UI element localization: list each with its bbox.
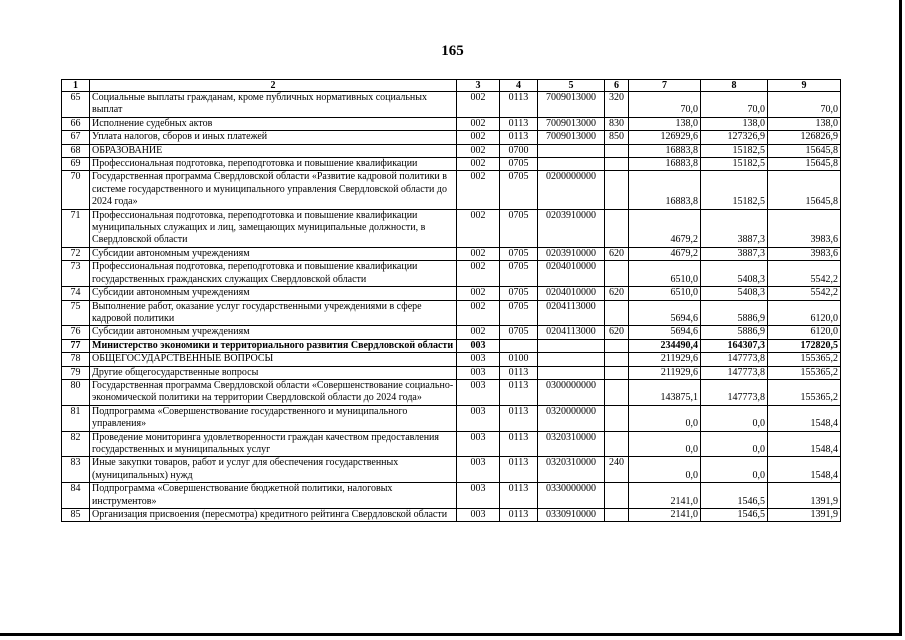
section-code-cell: 0700 <box>500 144 538 157</box>
target-article-cell: 0200000000 <box>538 171 605 209</box>
amount-year1-cell: 4679,2 <box>629 247 701 260</box>
section-code-cell: 0113 <box>500 131 538 144</box>
target-article-cell: 0204113000 <box>538 300 605 326</box>
amount-year3-cell: 172820,5 <box>768 339 841 352</box>
amount-year1-cell: 0,0 <box>629 457 701 483</box>
admin-code-cell: 003 <box>457 353 500 366</box>
expense-type-cell: 830 <box>605 117 629 130</box>
amount-year2-cell: 147773,8 <box>701 353 768 366</box>
row-number-cell: 78 <box>62 353 90 366</box>
row-number-cell: 74 <box>62 287 90 300</box>
expense-type-cell <box>605 509 629 522</box>
expense-type-cell <box>605 483 629 509</box>
section-code-cell: 0113 <box>500 366 538 379</box>
amount-year1-cell: 138,0 <box>629 117 701 130</box>
item-name-cell: Иные закупки товаров, работ и услуг для обеспечения государственных (муниципальных) нужд <box>90 457 457 483</box>
target-article-cell: 0203910000 <box>538 209 605 247</box>
amount-year3-cell: 5542,2 <box>768 287 841 300</box>
amount-year2-cell: 1546,5 <box>701 509 768 522</box>
item-name-cell: Уплата налогов, сборов и иных платежей <box>90 131 457 144</box>
row-number-cell: 68 <box>62 144 90 157</box>
amount-year3-cell: 6120,0 <box>768 326 841 339</box>
admin-code-cell: 003 <box>457 457 500 483</box>
target-article-cell: 0204113000 <box>538 326 605 339</box>
admin-code-cell: 002 <box>457 117 500 130</box>
header-row <box>62 80 841 92</box>
amount-year3-cell: 155365,2 <box>768 379 841 405</box>
table-row <box>62 483 841 509</box>
item-name-cell: ОБЩЕГОСУДАРСТВЕННЫЕ ВОПРОСЫ <box>90 353 457 366</box>
admin-code-cell: 003 <box>457 339 500 352</box>
item-name-cell: Выполнение работ, оказание услуг государственными учреждениями в сфере кадровой политики <box>90 300 457 326</box>
amount-year1-cell: 211929,6 <box>629 353 701 366</box>
admin-code-cell: 002 <box>457 92 500 118</box>
table-row <box>62 353 841 366</box>
amount-year1-cell: 0,0 <box>629 405 701 431</box>
amount-year3-cell: 15645,8 <box>768 171 841 209</box>
section-code-cell: 0113 <box>500 431 538 457</box>
table-row <box>62 117 841 130</box>
target-article-cell: 0320310000 <box>538 431 605 457</box>
amount-year3-cell: 5542,2 <box>768 261 841 287</box>
section-code-cell: 0113 <box>500 117 538 130</box>
admin-code-cell: 002 <box>457 144 500 157</box>
row-number-cell: 76 <box>62 326 90 339</box>
item-name-cell: Профессиональная подготовка, переподготовка и повышение квалификации <box>90 158 457 171</box>
expense-type-cell <box>605 261 629 287</box>
item-name-cell: ОБРАЗОВАНИЕ <box>90 144 457 157</box>
amount-year1-cell: 143875,1 <box>629 379 701 405</box>
amount-year1-cell: 2141,0 <box>629 483 701 509</box>
table-row <box>62 92 841 118</box>
row-number-cell: 66 <box>62 117 90 130</box>
table-row <box>62 339 841 352</box>
amount-year1-cell: 211929,6 <box>629 366 701 379</box>
expense-type-cell <box>605 405 629 431</box>
row-number-cell: 83 <box>62 457 90 483</box>
row-number-cell: 75 <box>62 300 90 326</box>
item-name-cell: Исполнение судебных актов <box>90 117 457 130</box>
amount-year2-cell: 0,0 <box>701 405 768 431</box>
amount-year1-cell: 16883,8 <box>629 171 701 209</box>
target-article-cell: 0300000000 <box>538 379 605 405</box>
admin-code-cell: 002 <box>457 247 500 260</box>
expense-type-cell <box>605 353 629 366</box>
amount-year2-cell: 70,0 <box>701 92 768 118</box>
amount-year2-cell: 15182,5 <box>701 144 768 157</box>
amount-year2-cell: 127326,9 <box>701 131 768 144</box>
table-row <box>62 366 841 379</box>
amount-year3-cell: 155365,2 <box>768 366 841 379</box>
amount-year3-cell: 138,0 <box>768 117 841 130</box>
section-code-cell: 0705 <box>500 261 538 287</box>
amount-year1-cell: 0,0 <box>629 431 701 457</box>
amount-year3-cell: 155365,2 <box>768 353 841 366</box>
expense-type-cell <box>605 144 629 157</box>
row-number-cell: 82 <box>62 431 90 457</box>
expense-type-cell <box>605 209 629 247</box>
expense-type-cell: 620 <box>605 247 629 260</box>
target-article-cell: 0330000000 <box>538 483 605 509</box>
amount-year1-cell: 5694,6 <box>629 326 701 339</box>
table-row <box>62 247 841 260</box>
section-code-cell: 0113 <box>500 483 538 509</box>
amount-year1-cell: 4679,2 <box>629 209 701 247</box>
admin-code-cell: 003 <box>457 483 500 509</box>
admin-code-cell: 002 <box>457 131 500 144</box>
amount-year2-cell: 5886,9 <box>701 326 768 339</box>
amount-year3-cell: 1548,4 <box>768 457 841 483</box>
amount-year3-cell: 1391,9 <box>768 483 841 509</box>
item-name-cell: Проведение мониторинга удовлетворенности граждан качеством предоставления государственных и муниципальных услуг <box>90 431 457 457</box>
expense-type-cell: 240 <box>605 457 629 483</box>
amount-year2-cell: 0,0 <box>701 457 768 483</box>
item-name-cell: Подпрограмма «Совершенствование государственного и муниципального управления» <box>90 405 457 431</box>
target-article-cell <box>538 353 605 366</box>
amount-year3-cell: 3983,6 <box>768 247 841 260</box>
row-number-cell: 71 <box>62 209 90 247</box>
item-name-cell: Профессиональная подготовка, переподготовка и повышение квалификации государственных гражданских служащих Свердловской области <box>90 261 457 287</box>
amount-year2-cell: 5408,3 <box>701 261 768 287</box>
table-row <box>62 131 841 144</box>
table-row <box>62 431 841 457</box>
section-code-cell: 0113 <box>500 509 538 522</box>
table-row <box>62 326 841 339</box>
column-header: 4 <box>500 80 538 92</box>
section-code-cell: 0705 <box>500 300 538 326</box>
admin-code-cell: 002 <box>457 209 500 247</box>
section-code-cell: 0113 <box>500 92 538 118</box>
column-header: 5 <box>538 80 605 92</box>
table-row <box>62 405 841 431</box>
target-article-cell <box>538 158 605 171</box>
item-name-cell: Субсидии автономным учреждениям <box>90 326 457 339</box>
admin-code-cell: 002 <box>457 158 500 171</box>
amount-year2-cell: 5408,3 <box>701 287 768 300</box>
table-row <box>62 209 841 247</box>
amount-year3-cell: 15645,8 <box>768 144 841 157</box>
expense-type-cell <box>605 431 629 457</box>
row-number-cell: 79 <box>62 366 90 379</box>
expense-type-cell: 850 <box>605 131 629 144</box>
column-header: 2 <box>90 80 457 92</box>
section-code-cell: 0705 <box>500 326 538 339</box>
amount-year1-cell: 126929,6 <box>629 131 701 144</box>
amount-year3-cell: 15645,8 <box>768 158 841 171</box>
admin-code-cell: 003 <box>457 431 500 457</box>
target-article-cell: 7009013000 <box>538 131 605 144</box>
expense-type-cell <box>605 366 629 379</box>
row-number-cell: 65 <box>62 92 90 118</box>
row-number-cell: 72 <box>62 247 90 260</box>
item-name-cell: Государственная программа Свердловской области «Развитие кадровой политики в системе государственного и муниципального управления Свердловской области до 2024 года» <box>90 171 457 209</box>
target-article-cell: 0330910000 <box>538 509 605 522</box>
amount-year2-cell: 138,0 <box>701 117 768 130</box>
column-header: 7 <box>629 80 701 92</box>
amount-year3-cell: 1391,9 <box>768 509 841 522</box>
amount-year3-cell: 1548,4 <box>768 405 841 431</box>
admin-code-cell: 003 <box>457 509 500 522</box>
row-number-cell: 85 <box>62 509 90 522</box>
section-code-cell: 0113 <box>500 379 538 405</box>
amount-year1-cell: 5694,6 <box>629 300 701 326</box>
page-number: 165 <box>441 43 464 59</box>
admin-code-cell: 002 <box>457 261 500 287</box>
amount-year2-cell: 3887,3 <box>701 247 768 260</box>
row-number-cell: 81 <box>62 405 90 431</box>
section-code-cell: 0705 <box>500 158 538 171</box>
row-number-cell: 80 <box>62 379 90 405</box>
admin-code-cell: 002 <box>457 171 500 209</box>
admin-code-cell: 003 <box>457 405 500 431</box>
item-name-cell: Субсидии автономным учреждениям <box>90 287 457 300</box>
amount-year3-cell: 70,0 <box>768 92 841 118</box>
target-article-cell: 0203910000 <box>538 247 605 260</box>
table-row <box>62 261 841 287</box>
item-name-cell: Министерство экономики и территориального развития Свердловской области <box>90 339 457 352</box>
column-header: 9 <box>768 80 841 92</box>
section-code-cell: 0705 <box>500 247 538 260</box>
table-body <box>62 92 841 522</box>
table-row <box>62 509 841 522</box>
amount-year1-cell: 6510,0 <box>629 261 701 287</box>
row-number-cell: 77 <box>62 339 90 352</box>
amount-year3-cell: 6120,0 <box>768 300 841 326</box>
amount-year2-cell: 147773,8 <box>701 366 768 379</box>
admin-code-cell: 002 <box>457 300 500 326</box>
target-article-cell <box>538 339 605 352</box>
section-code-cell: 0113 <box>500 405 538 431</box>
column-header: 6 <box>605 80 629 92</box>
section-code-cell <box>500 339 538 352</box>
section-code-cell: 0705 <box>500 287 538 300</box>
target-article-cell: 7009013000 <box>538 92 605 118</box>
target-article-cell: 0204010000 <box>538 287 605 300</box>
amount-year2-cell: 147773,8 <box>701 379 768 405</box>
item-name-cell: Социальные выплаты гражданам, кроме публичных нормативных социальных выплат <box>90 92 457 118</box>
item-name-cell: Организация присвоения (пересмотра) кредитного рейтинга Свердловской области <box>90 509 457 522</box>
table-row <box>62 144 841 157</box>
expense-type-cell <box>605 339 629 352</box>
amount-year2-cell: 5886,9 <box>701 300 768 326</box>
amount-year2-cell: 1546,5 <box>701 483 768 509</box>
section-code-cell: 0705 <box>500 209 538 247</box>
row-number-cell: 70 <box>62 171 90 209</box>
amount-year3-cell: 1548,4 <box>768 431 841 457</box>
item-name-cell: Другие общегосударственные вопросы <box>90 366 457 379</box>
item-name-cell: Государственная программа Свердловской области «Совершенствование социально-экономической политики на территории Свердловской области до 2024 года» <box>90 379 457 405</box>
amount-year1-cell: 16883,8 <box>629 158 701 171</box>
amount-year3-cell: 3983,6 <box>768 209 841 247</box>
budget-table <box>61 79 841 522</box>
target-article-cell <box>538 366 605 379</box>
amount-year1-cell: 2141,0 <box>629 509 701 522</box>
row-number-cell: 69 <box>62 158 90 171</box>
target-article-cell: 0320000000 <box>538 405 605 431</box>
table-row <box>62 158 841 171</box>
target-article-cell: 0204010000 <box>538 261 605 287</box>
expense-type-cell <box>605 171 629 209</box>
expense-type-cell: 320 <box>605 92 629 118</box>
amount-year1-cell: 70,0 <box>629 92 701 118</box>
amount-year2-cell: 0,0 <box>701 431 768 457</box>
amount-year3-cell: 126826,9 <box>768 131 841 144</box>
table-row <box>62 287 841 300</box>
amount-year2-cell: 3887,3 <box>701 209 768 247</box>
item-name-cell: Профессиональная подготовка, переподготовка и повышение квалификации муниципальных служащих и лиц, замещающих муниципальные должности, в Свердловской области <box>90 209 457 247</box>
table-row <box>62 171 841 209</box>
expense-type-cell <box>605 300 629 326</box>
amount-year1-cell: 234490,4 <box>629 339 701 352</box>
section-code-cell: 0705 <box>500 171 538 209</box>
column-header: 1 <box>62 80 90 92</box>
table-row <box>62 457 841 483</box>
column-header: 8 <box>701 80 768 92</box>
expense-type-cell <box>605 379 629 405</box>
expense-type-cell <box>605 158 629 171</box>
item-name-cell: Субсидии автономным учреждениям <box>90 247 457 260</box>
target-article-cell: 0320310000 <box>538 457 605 483</box>
admin-code-cell: 002 <box>457 287 500 300</box>
column-header: 3 <box>457 80 500 92</box>
expense-type-cell: 620 <box>605 287 629 300</box>
target-article-cell: 7009013000 <box>538 117 605 130</box>
admin-code-cell: 003 <box>457 379 500 405</box>
row-number-cell: 73 <box>62 261 90 287</box>
amount-year2-cell: 15182,5 <box>701 158 768 171</box>
section-code-cell: 0100 <box>500 353 538 366</box>
section-code-cell: 0113 <box>500 457 538 483</box>
row-number-cell: 67 <box>62 131 90 144</box>
table-row <box>62 379 841 405</box>
target-article-cell <box>538 144 605 157</box>
admin-code-cell: 002 <box>457 326 500 339</box>
amount-year2-cell: 15182,5 <box>701 171 768 209</box>
admin-code-cell: 003 <box>457 366 500 379</box>
expense-type-cell: 620 <box>605 326 629 339</box>
amount-year2-cell: 164307,3 <box>701 339 768 352</box>
amount-year1-cell: 6510,0 <box>629 287 701 300</box>
amount-year1-cell: 16883,8 <box>629 144 701 157</box>
table-row <box>62 300 841 326</box>
item-name-cell: Подпрограмма «Совершенствование бюджетной политики, налоговых инструментов» <box>90 483 457 509</box>
row-number-cell: 84 <box>62 483 90 509</box>
